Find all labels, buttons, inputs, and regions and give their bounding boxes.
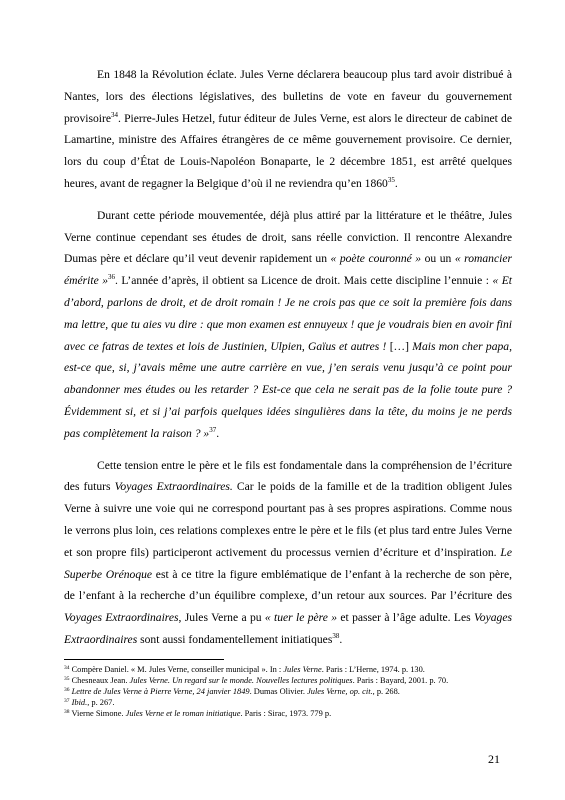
text-run: Durant cette période mouvementée, déjà plus attiré par la littérature et le théâtre, Jules Verne continue cependant ses études de droit, sans réelle conviction. Il rencontre Alexandre Dumas père et déclare qu’il veut devenir rapidement un — [64, 208, 512, 266]
footnote-ref: 36 — [108, 273, 116, 282]
text-run: . L’année d’après, il obtient sa Licence de droit. Mais cette discipline l’ennuie : — [115, 274, 493, 288]
footnote-34 — [64, 664, 512, 675]
italic-text: Mais mon cher papa, est-ce que, si, j’avais même une autre carrière en vue, j’en serais venu jusqu’à ce point pour abandonner mes études ou les retarder ? Est-ce que cela ne serait pas de la folie toute pure ? Évidemment si, et si j’ai parfois quelques idées singulières dans la tête, du moins je ne perds pas complètement la raison ? » — [64, 339, 512, 440]
text-run: Cette tension entre le père et le fils est fondamentale dans la compréhension de l’écriture des futurs — [64, 458, 512, 494]
footnote-ref: 37 — [209, 425, 217, 434]
footnote-ref: 37 — [64, 698, 70, 704]
text-run: . Dumas Olivier. — [249, 687, 308, 696]
footnote-37 — [64, 697, 512, 708]
footnote-36 — [64, 686, 512, 697]
italic-text: Jules Verne, op. cit. — [307, 687, 373, 696]
footnotes — [64, 664, 512, 719]
footnote-ref: 34 — [111, 110, 119, 119]
footnote-separator — [64, 659, 224, 660]
italic-text: Lettre de Jules Verne à Pierre Verne, 24 janvier 1849 — [71, 687, 250, 696]
footnote-ref: 36 — [64, 687, 70, 693]
italic-text: Jules Verne. Un regard sur le monde. Nouvelles lectures politiques — [129, 676, 353, 685]
paragraph-2 — [64, 205, 512, 445]
italic-text: Ibid. — [71, 698, 88, 707]
text-run: . Paris : L’Herne, 1974. p. 130. — [321, 665, 425, 674]
text-run: . — [394, 176, 398, 190]
body-text — [64, 64, 512, 661]
text-run: En 1848 la Révolution éclate. Jules Verne déclarera beaucoup plus tard avoir distribué à Nantes, lors des élections législatives, des bulletins de vote en faveur du gouvernement provisoire — [64, 68, 512, 125]
text-run: , p. 267. — [87, 698, 115, 707]
text-run: ou un — [421, 252, 455, 266]
italic-text: Le Superbe Orénoque — [64, 545, 512, 581]
footnote-ref: 35 — [387, 175, 395, 184]
italic-text: Voyages Extraordinaires — [64, 611, 512, 646]
text-run: Car le poids de la famille et de la tradition obligent Jules Verne à suivre une voie qui ne correspond pourtant pas à ses propres aspirations. Comme nous le verrons plus loin, ces relations complexes entre le père et le fils (et plus tard entre Jules Verne et son propre fils) participeront activement du processus vernien d’écriture et d’inspiration. — [64, 480, 512, 559]
footnote-ref: 38 — [64, 709, 70, 715]
italic-text: « tuer le père » — [264, 611, 338, 625]
paragraph-3 — [64, 455, 512, 651]
paragraph-1 — [64, 64, 512, 195]
text-run: . Paris : Bayard, 2001. p. 70. — [352, 676, 449, 685]
text-run: et passer à l’âge adulte. Les — [337, 611, 474, 625]
text-run: . Paris : Sirac, 1973. 779 p. — [240, 709, 332, 718]
italic-text: Voyages Extraordinaires. — [114, 480, 233, 494]
footnote-ref: 34 — [64, 665, 70, 671]
italic-text: Jules Verne et le roman initiatique — [125, 709, 241, 718]
footnote-35 — [64, 675, 512, 686]
text-run: est à ce titre la figure emblématique de l’enfant à la recherche de son père, de l’enfant à la recherche d’un équilibre complexe, d’un retour aux sources. Par l’écriture des — [64, 567, 512, 603]
italic-text: Voyages Extraordinaires — [64, 611, 179, 625]
italic-text: « Et d’abord, parlons de droit, et de droit romain ! Je ne crois pas que ce soit la première fois dans ma lettre, que tu aies vu dire : que mon examen est ennuyeux ! que je voudrais bien en avoir fini avec ce fatras de textes et lois de Justinien, Ulpien, Gaïus et autres ! — [64, 274, 513, 353]
footnote-ref: 38 — [332, 631, 340, 640]
text-run: Compère Daniel. « M. Jules Verne, conseiller municipal ». In : — [69, 665, 284, 674]
footnote-38 — [64, 708, 512, 719]
footnote-ref: 35 — [64, 676, 70, 682]
italic-text: Jules Verne — [283, 665, 322, 674]
text-run: , p. 268. — [372, 687, 400, 696]
text-run: . — [216, 426, 220, 440]
text-run: . — [339, 632, 343, 646]
text-run: Chesneaux Jean. — [69, 676, 130, 685]
page-number: 21 — [488, 752, 500, 766]
text-run: , Jules Verne a pu — [178, 611, 265, 625]
text-run: Vierne Simone. — [69, 709, 126, 718]
text-run: […] — [389, 339, 413, 353]
italic-text: « poète couronné » — [330, 252, 422, 266]
italic-text: « romancier émérite » — [64, 252, 512, 288]
text-run: sont aussi fondamentellement initiatiques — [137, 632, 333, 646]
text-run: . Pierre-Jules Hetzel, futur éditeur de Jules Verne, est alors le directeur de cabinet de Lamartine, ministre des Affaires étrangères de ce même gouvernement provisoire. Ce dernier, lors du coup d’État de Louis-Napoléon Bonaparte, le 2 décembre 1851, est arrêté quelques heures, avant de regagner la Belgique d’où il ne reviendra qu’en 1860 — [64, 111, 512, 190]
